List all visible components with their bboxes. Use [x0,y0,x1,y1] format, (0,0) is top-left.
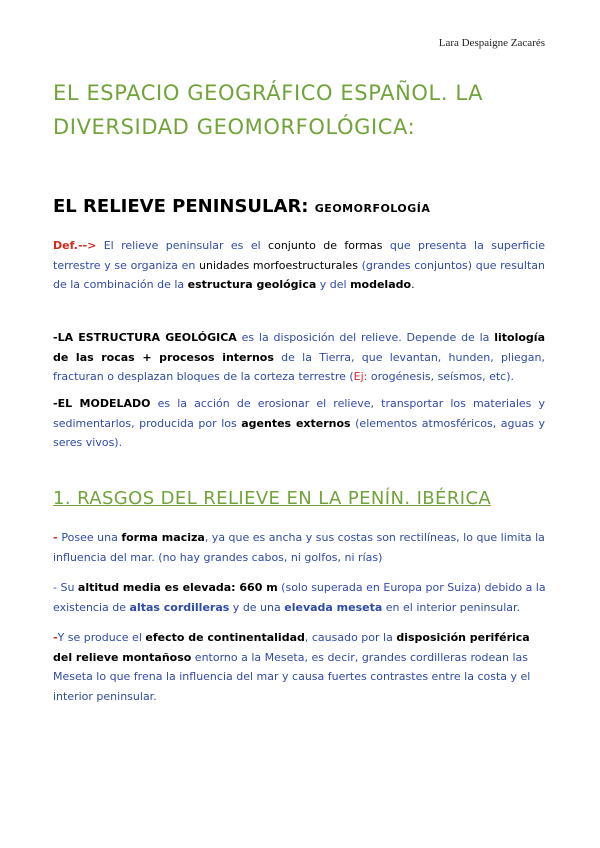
def-bold-estructura: estructura geológica [187,278,317,291]
estructura-text-1: es la disposición del relieve. Depende de la [236,331,495,344]
def-text-2: que presenta la superficie terrestre y se organiza en [53,239,545,272]
def-term-conjunto: conjunto de formas [268,239,383,252]
rasgo-3-text-1: Y se produce el [57,631,146,644]
rasgo-2-text-1: (solo superada en Europa por Suiza) debido a la existencia de [53,581,546,614]
rasgo-3-text-3: entorno a la Meseta, es decir, grandes cordilleras rodean las Meseta lo que frena la influencia del mar y causa fuertes contrastes entre la costa y el interior peninsular. [53,650,531,703]
rasgo-2-bold-meseta: elevada meseta [284,600,383,614]
rasgo-forma-paragraph [53,528,548,567]
modelado-bold-agentes: agentes externos [241,416,351,430]
estructura-text-3: orogénesis, seísmos, etc). [367,370,514,383]
modelado-paragraph [53,394,545,453]
rasgo-2-text-2: y de una [229,600,285,614]
heading-text: EL RELIEVE PENINSULAR: [53,196,309,217]
rasgo-2-bold-altitud: altitud media es elevada: 660 m [77,581,278,594]
rasgo-altitud-paragraph [53,578,548,617]
estructura-text-2: de la Tierra, que levantan, hunden, pliegan, fracturan o desplazan bloques de la corteza terrestre ( [53,350,545,383]
def-label: Def.--> [53,239,97,252]
rasgo-1-text-2: , ya que es ancha y sus costas son rectilíneas, lo que limita la influencia del mar. (no hay grandes cabos, ni golfos, ni rías) [53,531,545,564]
rasgo-3-dash: - [53,631,58,644]
author-name: Lara Despaigne Zacarés [438,37,545,49]
rasgo-2-bold-cordilleras: altas cordilleras [129,600,230,614]
modelado-title: -EL MODELADO [53,397,151,410]
rasgo-2-dash: - Su [53,581,78,594]
def-term-unidades: unidades morfoestructurales [199,258,358,272]
section-heading-relieve [53,196,430,217]
modelado-text-1: es la acción de erosionar el relieve, transportar los materiales y sedimentarlos, producida por los [53,397,546,430]
modelado-text-2: (elementos atmosféricos, aguas y seres vivos). [53,416,545,449]
def-text-4: y del [316,278,351,291]
rasgo-3-bold-disposicion: disposición periférica del relieve montañoso [53,631,530,664]
estructura-example-label: Ej: [353,370,368,383]
heading-subtitle: GEOMORFOLOGÍA [314,202,431,215]
definition-paragraph [53,236,545,295]
estructura-bold-litologia: litología de las rocas + procesos internos [53,331,546,364]
def-text-1: El relieve peninsular es el [96,239,269,252]
rasgo-3-bold-efecto: efecto de continentalidad [145,631,305,644]
rasgo-continentalidad-paragraph [53,628,548,706]
rasgo-1-text-1: Posee una [61,531,122,544]
estructura-paragraph [53,328,545,387]
def-bold-modelado: modelado [350,278,412,291]
page-title: EL ESPACIO GEOGRÁFICO ESPAÑOL. LA DIVERSIDAD GEOMORFOLÓGICA: [53,81,484,139]
def-text-5: . [411,278,415,291]
rasgo-2-text-3: en el interior peninsular. [382,600,521,614]
section-heading-rasgos: 1. RASGOS DEL RELIEVE EN LA PENÍN. IBÉRICA [53,488,492,509]
rasgo-1-bold: forma maciza [121,531,205,544]
def-text-3: (grandes conjuntos) que resultan de la combinación de la [53,258,545,291]
estructura-title: -LA ESTRUCTURA GEOLÓGICA [53,331,237,344]
rasgo-3-text-2: , causado por la [304,631,397,644]
rasgo-1-dash: - [53,531,62,544]
